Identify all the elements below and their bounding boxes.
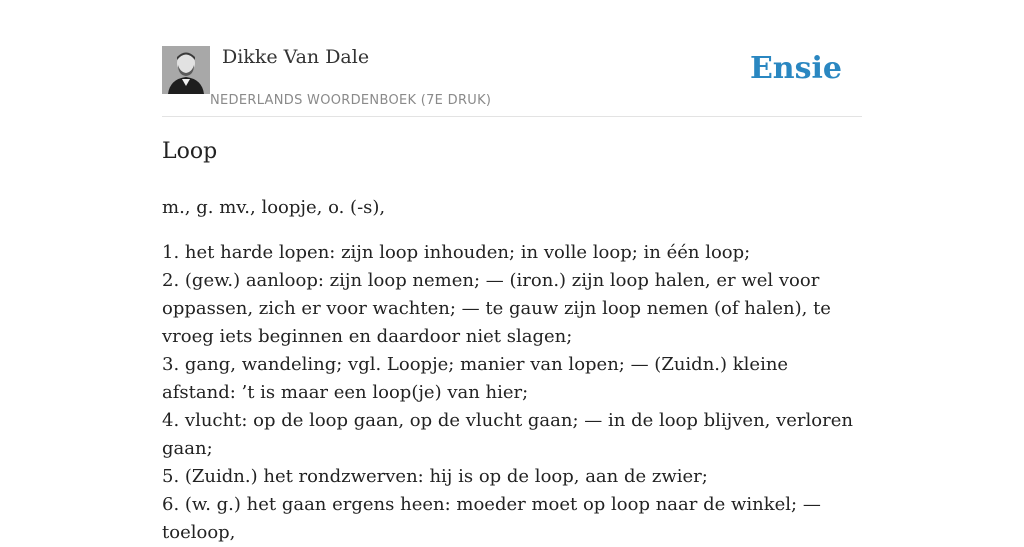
dictionary-name[interactable]: Dikke Van Dale (222, 46, 370, 68)
definition-item: 3. gang, wandeling; vgl. Loopje; manier van lopen; — (Zuidn.) kleine afstand: ’t is maar een loop(je) van hier; (162, 354, 789, 403)
definition-item: 1. het harde lopen: zijn loop inhouden; in volle loop; in één loop; (162, 242, 751, 263)
definition-list (162, 239, 864, 547)
grammar-info: m., g. mv., loopje, o. (-s), (162, 197, 386, 218)
dictionary-subtitle: NEDERLANDS WOORDENBOEK (7E DRUK) (210, 93, 492, 108)
definition-item: 5. (Zuidn.) het rondzwerven: hij is op de loop, aan de zwier; (162, 466, 708, 487)
definition-item: 6. (w. g.) het gaan ergens heen: moeder moet op loop naar de winkel; — toeloop, (162, 494, 821, 543)
ensie-logo-link[interactable]: Ensie (749, 51, 842, 86)
portrait-photo-icon (162, 46, 210, 94)
entry-title: Loop (162, 139, 218, 164)
definition-item: 2. (gew.) aanloop: zijn loop nemen; — (iron.) zijn loop halen, er wel voor oppassen, zich er voor wachten; — te gauw zijn loop nemen (of halen), te vroeg iets beginnen en daardoor niet slagen; (162, 270, 831, 347)
dictionary-avatar[interactable] (162, 46, 210, 94)
definition-item: 4. vlucht: op de loop gaan, op de vlucht gaan; — in de loop blijven, verloren gaan; (162, 410, 853, 459)
dictionary-header (162, 46, 862, 117)
